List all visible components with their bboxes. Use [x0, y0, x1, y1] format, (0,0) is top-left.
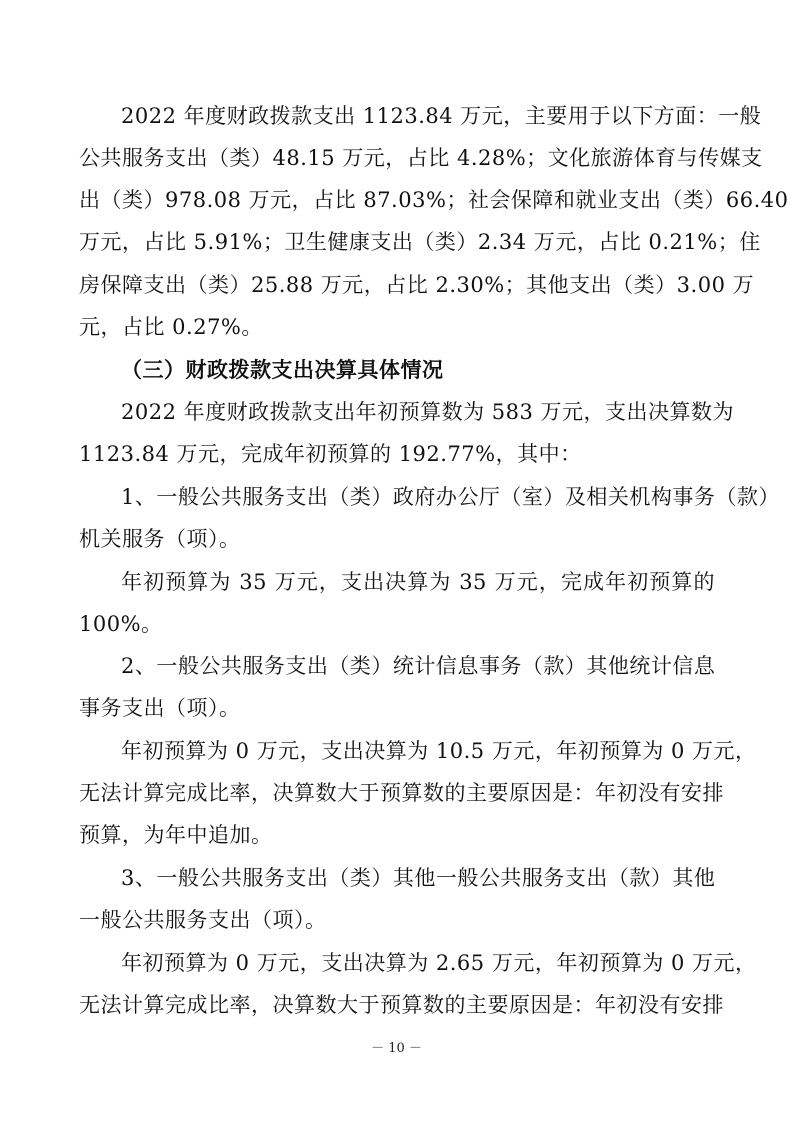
paragraph-line: 年初预算为 35 万元，支出决算为 35 万元，完成年初预算的 [121, 570, 715, 594]
item-title-line: 一般公共服务支出（项）。 [79, 908, 327, 932]
page-number: － 10 － [371, 1041, 422, 1056]
paragraph-line: 2022 年度财政拨款支出 1123.84 万元，主要用于以下方面：一般 [121, 104, 762, 128]
paragraph-line: 1123.84 万元，完成年初预算的 192.77%，其中： [79, 442, 582, 466]
paragraph-line: 年初预算为 0 万元，支出决算为 10.5 万元，年初预算为 0 万元， [121, 739, 757, 763]
paragraph-line: 预算，为年中追加。 [79, 823, 273, 847]
paragraph-line: 无法计算完成比率，决算数大于预算数的主要原因是：年初没有安排 [79, 993, 724, 1017]
paragraph-line: 无法计算完成比率，决算数大于预算数的主要原因是：年初没有安排 [79, 781, 724, 805]
item-title-line: 机关服务（项）。 [79, 527, 241, 551]
item-title-line: 3、一般公共服务支出（类）其他一般公共服务支出（款）其他 [121, 866, 716, 890]
item-title-line: 2、一般公共服务支出（类）统计信息事务（款）其他统计信息 [121, 654, 716, 678]
item-title-line: 事务支出（项）。 [79, 696, 241, 720]
paragraph-line: 2022 年度财政拨款支出年初预算数为 583 万元，支出决算数为 [121, 400, 735, 424]
paragraph-line: 100%。 [79, 612, 163, 636]
paragraph-line: 公共服务支出（类）48.15 万元，占比 4.28%；文化旅游体育与传媒支 [79, 146, 763, 170]
paragraph-line: 出（类）978.08 万元，占比 87.03%；社会保障和就业支出（类）66.40 [79, 188, 789, 212]
paragraph-line: 万元，占比 5.91%；卫生健康支出（类）2.34 万元，占比 0.21%；住 [79, 230, 761, 254]
item-title-line: 1、一般公共服务支出（类）政府办公厅（室）及相关机构事务（款） [121, 485, 780, 509]
paragraph-line: 房保障支出（类）25.88 万元，占比 2.30%；其他支出（类）3.00 万 [79, 273, 755, 297]
paragraph-line: 年初预算为 0 万元，支出决算为 2.65 万元，年初预算为 0 万元， [121, 951, 757, 975]
section-heading: （三）财政拨款支出决算具体情况 [121, 358, 444, 382]
paragraph-line: 元，占比 0.27%。 [79, 315, 263, 339]
